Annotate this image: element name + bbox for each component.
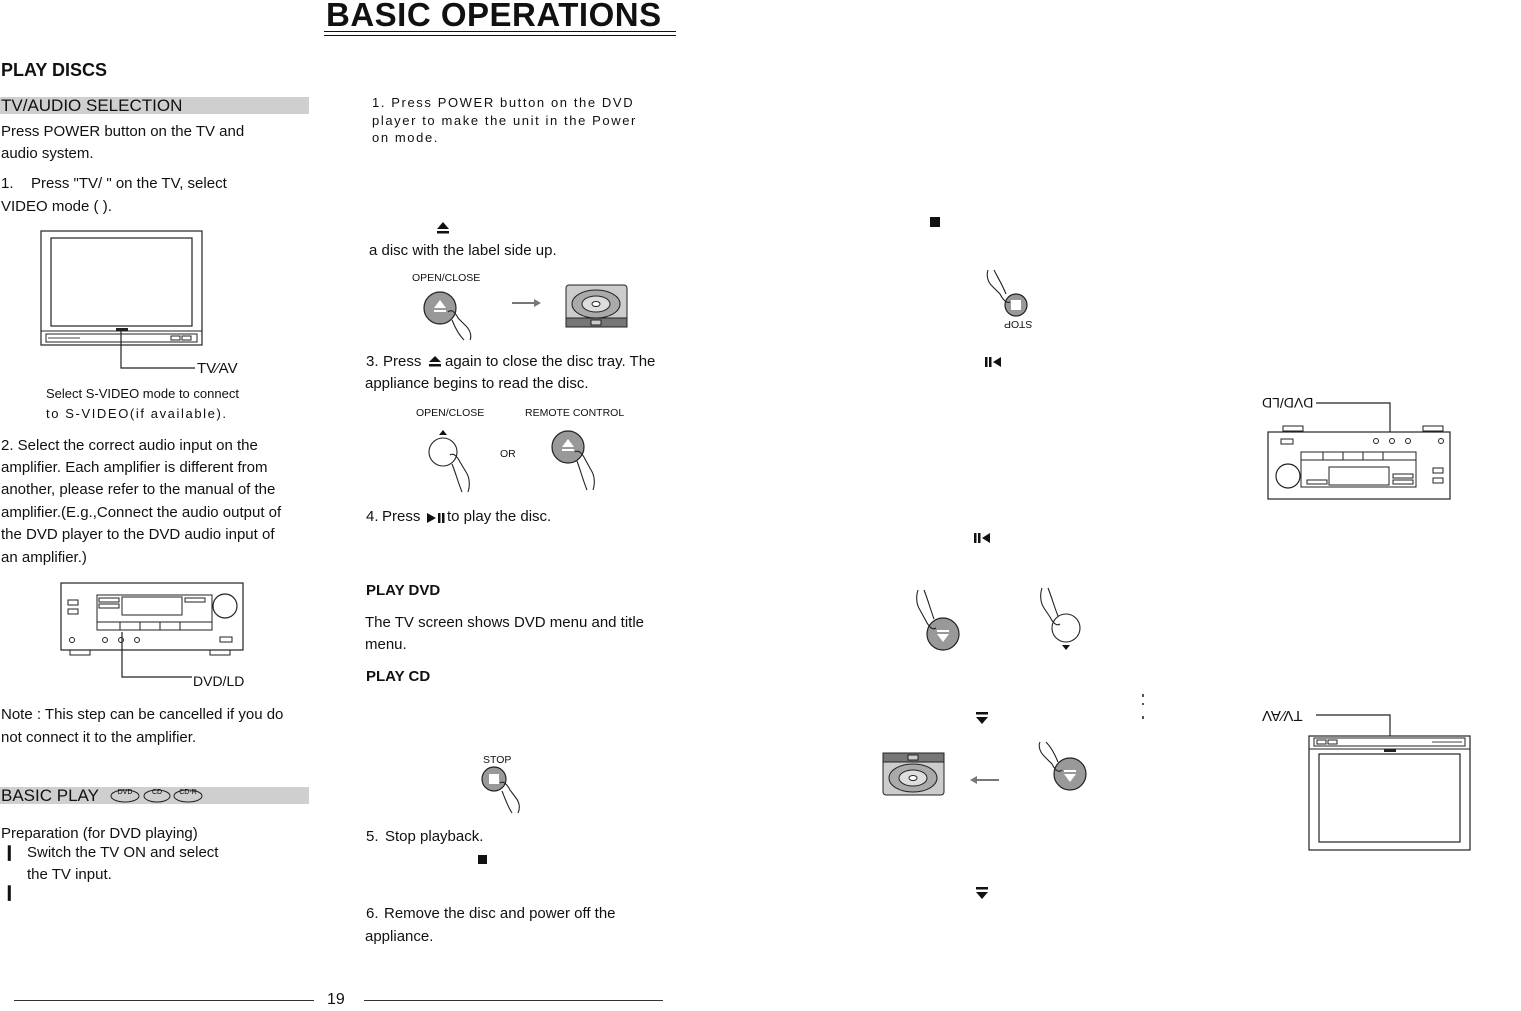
- mid-step5-text: Stop playback.: [385, 828, 484, 845]
- step2-line-1: 2. Select the correct audio input on the: [1, 437, 258, 454]
- intro-line-1: Press POWER button on the TV and: [1, 123, 245, 140]
- badge-cdr-text: CD-R: [179, 789, 197, 796]
- mirrored-mark-3: [1142, 716, 1144, 719]
- mid-step5-number: 5.: [366, 828, 379, 845]
- mid-step4-number: 4.: [366, 508, 379, 525]
- mid-step3-press: Press: [383, 353, 422, 370]
- mid-step2-line-2: a disc with the label side up.: [369, 242, 557, 259]
- heading-basic-play: BASIC PLAY: [1, 786, 99, 805]
- stop-button-hand: [480, 765, 530, 817]
- mid-step1-line-1: 1. Press POWER button on the DVD: [372, 95, 635, 110]
- step2-line-5: the DVD player to the DVD audio input of: [1, 526, 275, 543]
- tv-av-pointer-line: [119, 330, 199, 372]
- eject-icon: [436, 221, 450, 235]
- play-dvd-line-2: menu.: [365, 636, 407, 653]
- disc-badge-cdr: [172, 787, 204, 803]
- mid-step6-line-1: Remove the disc and power off the: [384, 905, 616, 922]
- bullet-icon: ❙: [3, 844, 16, 861]
- mirrored-amplifier-illustration: [1263, 424, 1453, 502]
- mirrored-tv-illustration: [1308, 735, 1473, 853]
- open-close-label-2: OPEN/CLOSE: [416, 407, 485, 419]
- page-number: 19: [327, 991, 345, 1008]
- heading-tv-audio: TV/AUDIO SELECTION: [1, 96, 183, 115]
- mirrored-eject-icon-2: [975, 886, 989, 900]
- title-underline: [324, 31, 676, 32]
- bullet1-line-2: the TV input.: [27, 866, 112, 883]
- mirrored-dvd-ld-label: DVD/LD: [1262, 395, 1314, 411]
- mirrored-mark-1: [1142, 694, 1144, 697]
- mid-step3-number: 3.: [366, 353, 379, 370]
- eject-button-hand: [422, 290, 482, 342]
- mirrored-arrow-left-icon: [970, 775, 1000, 785]
- mirrored-skip-icon: [984, 356, 1002, 368]
- badge-dvd-text: DVD: [117, 789, 133, 796]
- open-close-label: OPEN/CLOSE: [412, 272, 481, 284]
- intro-line-2: audio system.: [1, 145, 94, 162]
- step2-line-3: another, please refer to the manual of the: [1, 481, 276, 498]
- svideo-line-2: to S-VIDEO(if available).: [46, 406, 228, 421]
- mirrored-mark-2: [1142, 703, 1144, 705]
- mid-step4-text: to play the disc.: [447, 508, 552, 525]
- preparation-text: Preparation (for DVD playing): [1, 825, 198, 842]
- mirrored-eject-button-hand: [1036, 740, 1096, 792]
- step2-line-4: amplifier.(E.g.,Connect the audio output of: [1, 504, 282, 521]
- bullet-icon-2: ❙: [3, 884, 16, 901]
- page-title: BASIC OPERATIONS: [326, 0, 662, 33]
- mirrored-stop-button-hand: [980, 268, 1030, 320]
- mirrored-eject-icon: [975, 711, 989, 725]
- note-line-1: Note : This step can be cancelled if you do: [1, 706, 284, 723]
- remote-control-label: REMOTE CONTROL: [525, 407, 625, 419]
- step1-line-1: Press "TV/ " on the TV, select: [31, 175, 227, 192]
- step2-line-6: an amplifier.): [1, 549, 87, 566]
- play-cd-title: PLAY CD: [366, 668, 431, 685]
- svideo-line-1: Select S-VIDEO mode to connect: [46, 386, 239, 401]
- mid-step4-press: Press: [382, 508, 421, 525]
- step2-line-2: amplifier. Each amplifier is different from: [1, 459, 268, 476]
- mid-step1-line-3: on mode.: [372, 130, 440, 145]
- play-dvd-line-1: The TV screen shows DVD menu and title: [365, 614, 645, 631]
- eject-inline-icon: [428, 355, 442, 368]
- tv-av-label: TV⁄AV: [197, 360, 238, 377]
- mid-step3-line-2: appliance begins to read the disc.: [365, 375, 589, 392]
- mirrored-remote-button-hand: [910, 588, 962, 654]
- section-title-play-discs: PLAY DISCS: [1, 60, 108, 80]
- or-label: OR: [500, 448, 516, 460]
- disc-badge-dvd: [109, 787, 141, 803]
- mirrored-skip-icon-2: [973, 532, 991, 544]
- step1-number: 1.: [1, 175, 14, 192]
- badge-cd-text: CD: [151, 789, 163, 796]
- note-line-2: not connect it to the amplifier.: [1, 729, 197, 746]
- mirrored-tv-av-label: TV⁄AV: [1262, 707, 1303, 724]
- step1-line-2: VIDEO mode ( ).: [1, 198, 112, 215]
- play-pause-icon: [426, 512, 446, 524]
- disc-tray-illustration: [565, 284, 629, 330]
- arrow-right-icon: [512, 298, 542, 308]
- mirrored-open-close-hand: [1038, 588, 1088, 654]
- amp-pointer-line: [120, 632, 195, 680]
- mid-step6-number: 6.: [366, 905, 379, 922]
- footer-rule-left: [14, 1000, 314, 1001]
- stop-square-icon: [478, 855, 488, 865]
- mirrored-stop-square-icon: [930, 217, 942, 229]
- footer-rule-right: [364, 1000, 663, 1001]
- stop-label: STOP: [483, 754, 512, 766]
- mirrored-stop-label: STOP: [1004, 318, 1033, 330]
- play-dvd-title: PLAY DVD: [366, 582, 441, 599]
- mid-step6-line-2: appliance.: [365, 928, 434, 945]
- mid-step1-line-2: player to make the unit in the Power: [372, 113, 637, 128]
- disc-badge-cd: [142, 787, 172, 803]
- title-underline-2: [324, 35, 676, 36]
- amp-dvd-ld-label: DVD/LD: [193, 673, 245, 689]
- mirrored-disc-tray-illustration: [882, 752, 946, 798]
- open-close-button-hand: [428, 430, 478, 496]
- mid-step3-line-1: again to close the disc tray. The: [445, 353, 656, 370]
- remote-eject-button-hand: [551, 430, 603, 496]
- bullet1-line-1: Switch the TV ON and select: [27, 844, 219, 861]
